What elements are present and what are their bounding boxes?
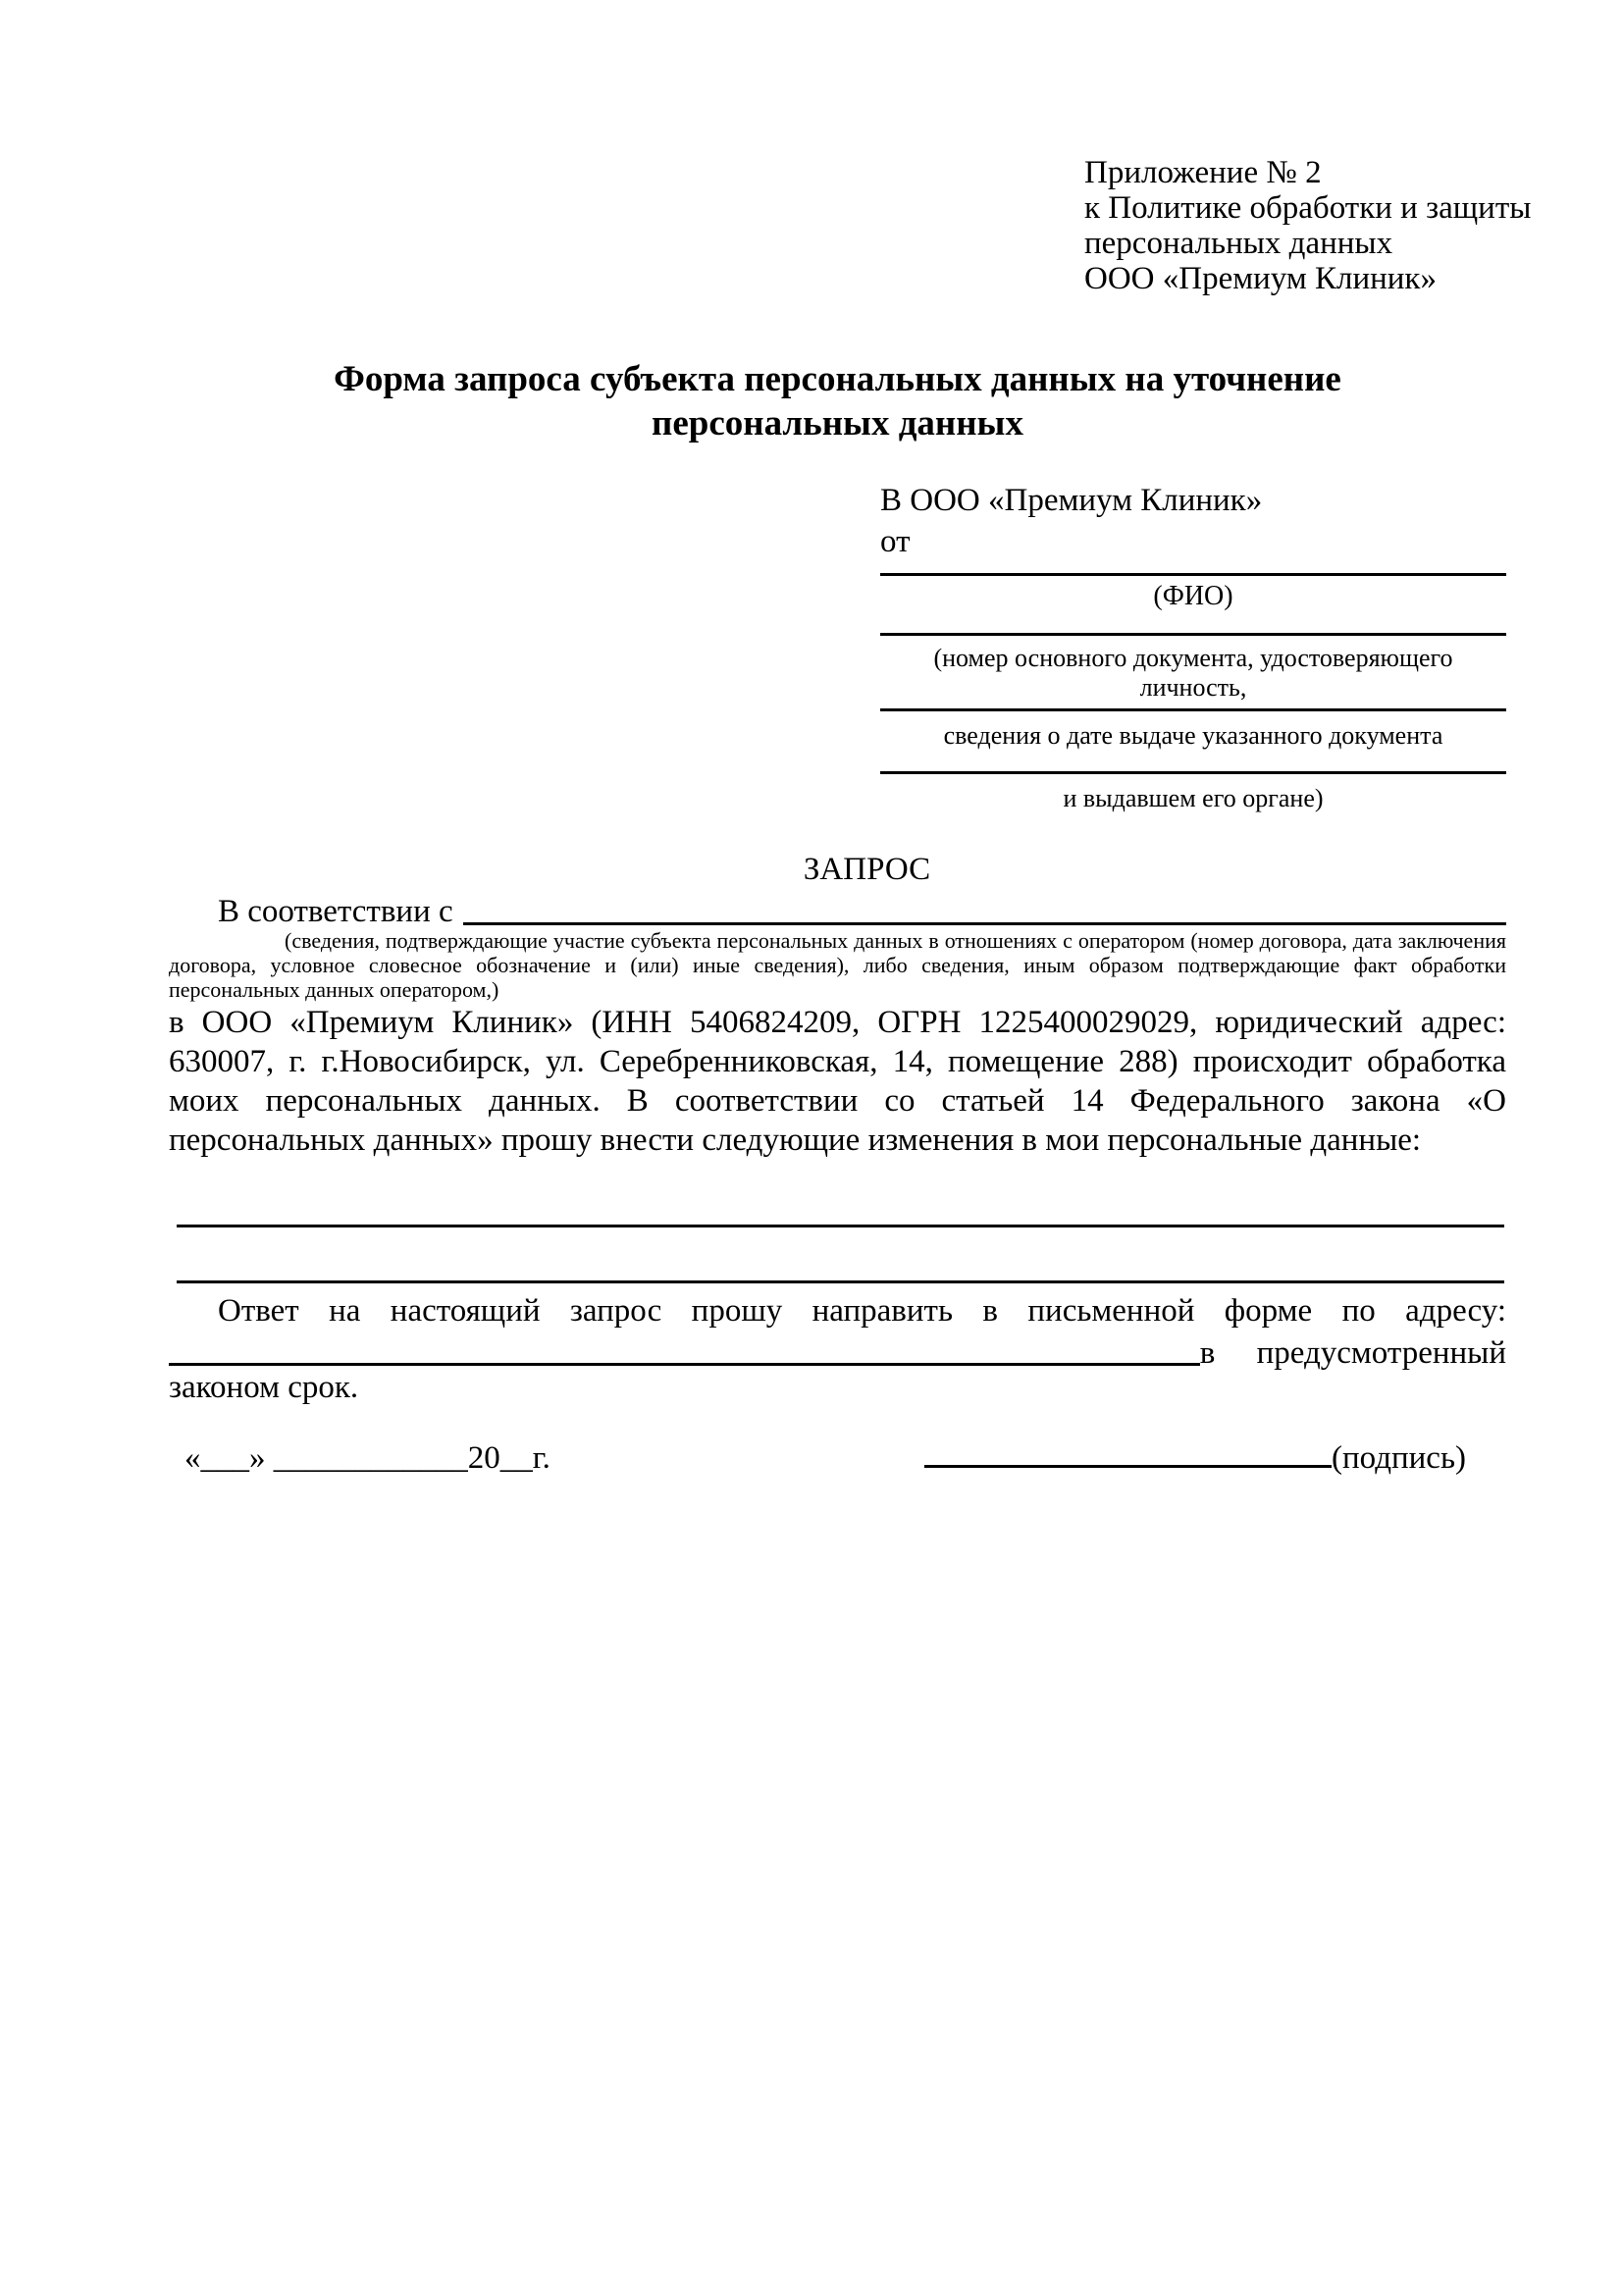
form-title [169, 357, 1506, 445]
reply-address-row [169, 1329, 1506, 1372]
annex-note-line: персональных данных [1084, 226, 1393, 261]
request-heading: ЗАПРОС [803, 852, 931, 887]
doc-issuer-caption: и выдавшем его органе) [1063, 784, 1324, 812]
signature-caption: (подпись) [1332, 1440, 1466, 1476]
doc-number-caption: (номер основного документа, удостоверяющего личность, [933, 644, 1453, 702]
reply-sentence: Ответ на настоящий запрос прошу направить в письменной форме по адресу: [218, 1293, 1506, 1329]
addressee-from: от [880, 524, 911, 559]
changes-write-line-1 [177, 1225, 1504, 1227]
signature-write-line [924, 1465, 1332, 1468]
form-title-line: персональных данных [652, 403, 1023, 444]
request-intro-write-line [463, 922, 1506, 925]
request-intro-row [169, 889, 1506, 930]
annex-note-line: к Политике обработки и защиты [1084, 190, 1532, 226]
reply-address-write-line [169, 1363, 1200, 1366]
request-intro-label: В соответствии с [218, 894, 453, 929]
doc-issue-date-write-line [880, 708, 1506, 711]
doc-issuer-write-line [880, 771, 1506, 774]
annex-note-line: ООО «Премиум Клиник» [1084, 261, 1437, 296]
form-title-line: Форма запроса субъекта персональных данных на уточнение [334, 359, 1341, 399]
annex-note [1084, 155, 1531, 296]
request-body-paragraph: в ООО «Премиум Клиник» (ИНН 5406824209, ОГРН 1225400029029, юридический адрес: 630007, г. г.Новосибирск, ул. Серебренниковская, 14, помещение 288) происходит обработка моих персональных данных. В соответствии со статьей 14 Федерального закона «О персональных данных» прошу внести следующие изменения в мои персональные данные: [169, 1005, 1506, 1158]
doc-issue-date-caption: сведения о дате выдаче указанного документа [943, 721, 1443, 750]
reply-sentence-end: законом срок. [169, 1370, 359, 1405]
reply-sentence-tail: в предусмотренный [1199, 1335, 1506, 1371]
addressee-to: В ООО «Премиум Клиник» [880, 483, 1263, 518]
date-write-line: «___» ____________20__г. [184, 1440, 550, 1476]
doc-number-write-line [880, 633, 1506, 636]
request-footnote: (сведения, подтверждающие участие субъекта персональных данных в отношениях с оператором (номер договора, дата заключения договора, условное словесное обозначение и (или) иные сведения), либо сведения, иным образом подтверждающие факт обработки персональных данных оператором,) [169, 928, 1506, 1002]
annex-note-line: Приложение № 2 [1084, 155, 1322, 190]
changes-write-line-2 [177, 1280, 1504, 1283]
fio-write-line [880, 573, 1506, 576]
fio-caption: (ФИО) [1153, 581, 1233, 611]
